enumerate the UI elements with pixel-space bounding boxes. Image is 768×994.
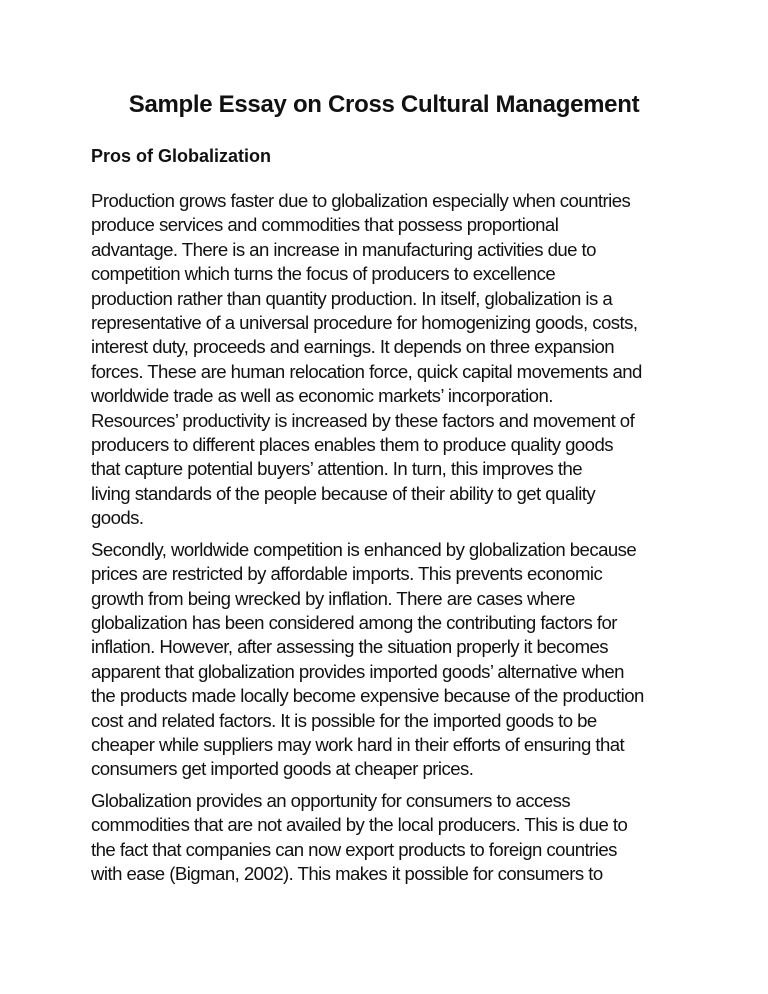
paragraph-line: interest duty, proceeds and earnings. It depends on three expansion — [91, 336, 615, 358]
paragraph-line: globalization has been considered among the contributing factors for — [91, 611, 617, 633]
essay-paragraph — [91, 789, 687, 887]
paragraph-line: cost and related factors. It is possible for the imported goods to be — [91, 709, 597, 731]
paragraph-line: the products made locally become expensive because of the production — [91, 685, 644, 707]
document-title: Sample Essay on Cross Cultural Management — [128, 91, 640, 118]
paragraph-line: Secondly, worldwide competition is enhanced by globalization because — [91, 538, 637, 560]
paragraph-line: representative of a universal procedure for homogenizing goods, costs, — [91, 312, 638, 334]
section-heading: Pros of Globalization — [91, 146, 272, 166]
paragraph-line: growth from being wrecked by inflation. There are cases where — [91, 587, 575, 609]
paragraph-line: prices are restricted by affordable imports. This prevents economic — [91, 563, 603, 585]
paragraph-line: cheaper while suppliers may work hard in their efforts of ensuring that — [91, 733, 625, 755]
paragraph-line: living standards of the people because of their ability to get quality — [91, 482, 596, 504]
paragraph-line: with ease (Bigman, 2002). This makes it possible for consumers to — [91, 862, 603, 884]
paragraph-line: consumers get imported goods at cheaper prices. — [91, 758, 474, 780]
essay-paragraph — [91, 538, 687, 782]
paragraph-line: producers to different places enables them to produce quality goods — [91, 434, 614, 456]
paragraph-line: competition which turns the focus of producers to excellence — [91, 263, 556, 285]
paragraph-line: production rather than quantity production. In itself, globalization is a — [91, 287, 613, 309]
paragraph-line: apparent that globalization provides imported goods’ alternative when — [91, 660, 624, 682]
paragraph-line: that capture potential buyers’ attention. In turn, this improves the — [91, 458, 583, 480]
paragraph-line: inflation. However, after assessing the situation properly it becomes — [91, 636, 609, 658]
paragraph-line: the fact that companies can now export products to foreign countries — [91, 838, 617, 860]
essay-body — [91, 189, 687, 893]
paragraph-line: Resources’ productivity is increased by these factors and movement of — [91, 409, 635, 431]
paragraph-line: commodities that are not availed by the local producers. This is due to — [91, 814, 628, 836]
paragraph-line: produce services and commodities that possess proportional — [91, 214, 559, 236]
paragraph-line: goods. — [91, 507, 144, 529]
paragraph-line: forces. These are human relocation force, quick capital movements and — [91, 360, 642, 382]
paragraph-line: advantage. There is an increase in manufacturing activities due to — [91, 238, 596, 260]
paragraph-line: Globalization provides an opportunity for consumers to access — [91, 789, 571, 811]
paragraph-line: worldwide trade as well as economic markets’ incorporation. — [91, 385, 553, 407]
paragraph-line: Production grows faster due to globalization especially when countries — [91, 190, 631, 211]
essay-paragraph — [91, 189, 687, 531]
